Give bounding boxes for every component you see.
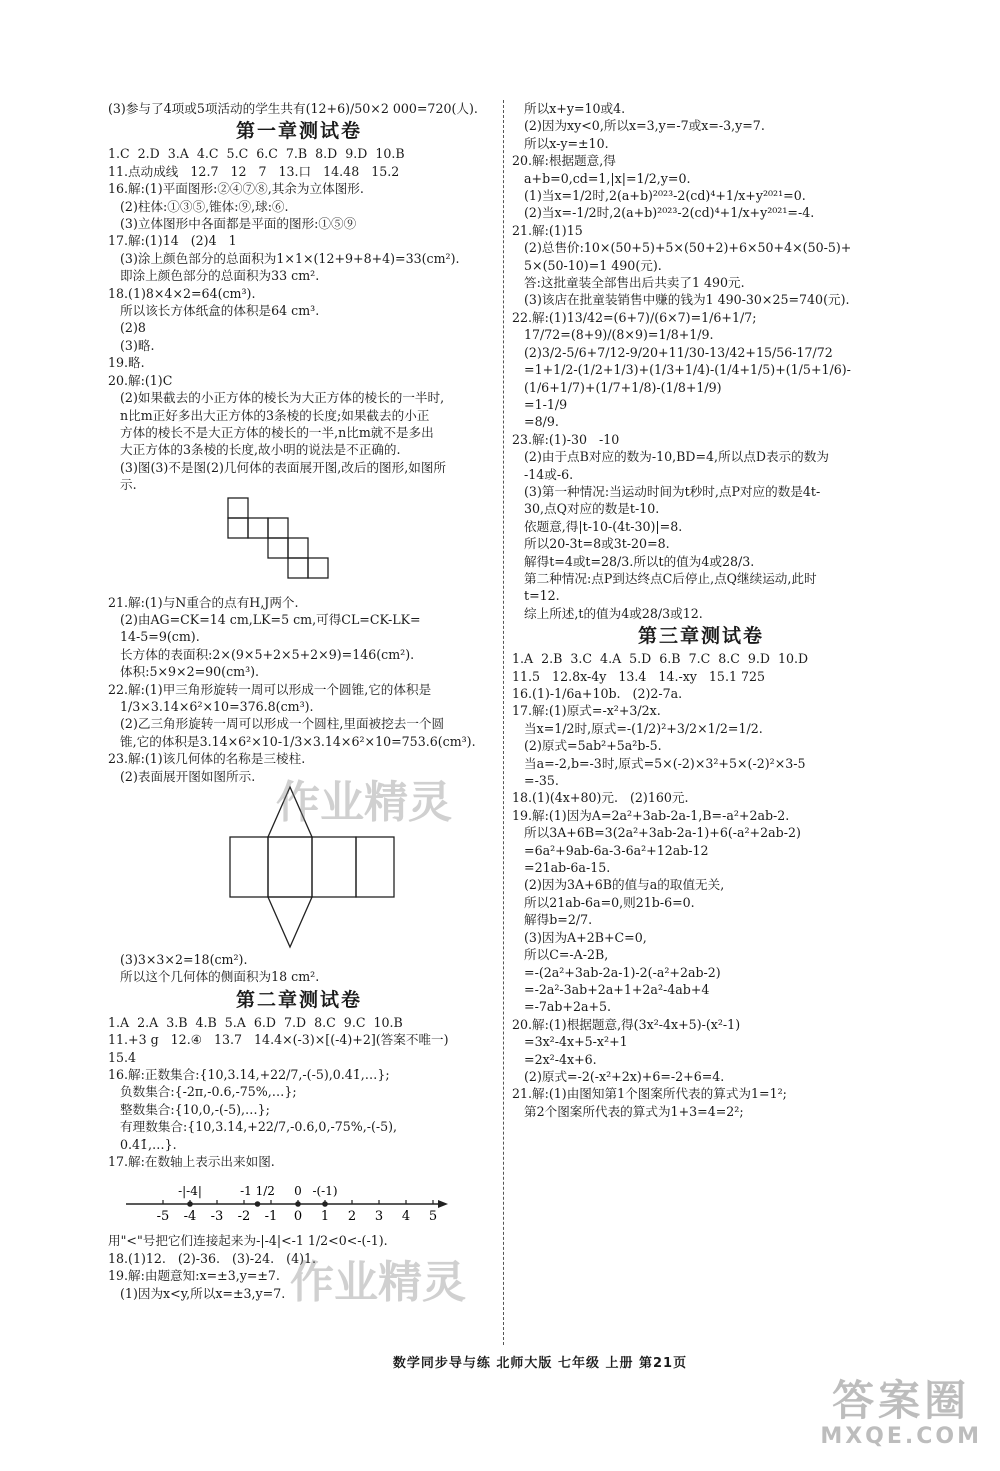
logo-url: MXQE.COM: [820, 1424, 982, 1449]
answer-line: =-2a²-3ab+2a+1+2a²-4ab+4: [512, 981, 710, 997]
answer-line: 1/3×3.14×6²×10=376.8(cm³).: [108, 698, 314, 714]
answer-line: 1.A 2.B 3.C 4.A 5.D 6.B 7.C 8.C 9.D 10.D: [512, 651, 809, 667]
answer-line: 22.解:(1)甲三角形旋转一周可以形成一个圆锥,它的体积是: [108, 681, 432, 697]
chapter1-answers: [108, 145, 490, 493]
answer-line: (3)因为A+2B+C=0,: [512, 929, 647, 945]
answer-line: (2)8: [108, 320, 146, 336]
answer-line: (3)立体图形中各面都是平面的图形:①⑤⑨: [108, 216, 357, 232]
answer-line: 第二种情况:点P到达终点C后停止,点Q继续运动,此时: [512, 570, 817, 586]
answer-line: (2)当x=-1/2时,2(a+b)²⁰²³-2(cd)⁴+1/x+y²⁰²¹=-4.: [512, 205, 815, 221]
answer-line: (3)该店在批童装销售中赚的钱为1 490-30×25=740(元).: [512, 292, 850, 308]
answer-line: 大正方体的3条棱的长度,故小明的说法是不正确的.: [108, 442, 401, 458]
number-line-tick-label: -3: [210, 1209, 224, 1225]
number-line-arrow: [438, 1200, 448, 1208]
number-line-tick-label: 2: [347, 1209, 357, 1225]
answer-line: 所以x+y=10或4.: [512, 101, 626, 116]
answer-line: 即涂上颜色部分的总面积为33 cm².: [108, 268, 320, 284]
column-divider: [503, 100, 504, 1345]
answer-line: 15.4: [108, 1049, 137, 1065]
site-logo: [820, 1378, 982, 1449]
watermark-2: 作业精灵: [290, 1257, 466, 1308]
answer-line: 所以x-y=±10.: [512, 135, 609, 151]
answer-line: 20.解:根据题意,得: [512, 153, 616, 169]
answer-line: 0.4̇1̇,…}.: [108, 1136, 177, 1152]
answer-line: 11.5 12.8x-4y 13.4 14.-xy 15.1 725: [512, 668, 766, 684]
answer-line: a+b=0,cd=1,|x|=1/2,y=0.: [512, 170, 691, 186]
answer-line: 18.(1)(4x+80)元. (2)160元.: [512, 790, 689, 806]
number-line-point-label: -(-1): [312, 1184, 338, 1199]
answer-line: =1+1/2-(1/2+1/3)+(1/3+1/4)-(1/4+1/5)+(1/5+1/6)-: [512, 362, 851, 378]
answer-line: 17.解:(1)原式=-x²+3/2x.: [512, 703, 661, 719]
answer-line: =-7ab+2a+5.: [512, 999, 612, 1015]
answer-line: 锥,它的体积是3.14×6²×10-1/3×3.14×6²×10=753.6(cm³).: [108, 733, 476, 749]
answer-line: 14-5=9(cm).: [108, 629, 200, 645]
answer-line: t=12.: [512, 588, 560, 604]
intro-line: (3)参与了4项或5项活动的学生共有(12+6)/50×2 000=720(人).: [108, 101, 478, 116]
answer-line: 所以该长方体纸盒的体积是64 cm³.: [108, 303, 320, 319]
answer-line: 17.解:(1)14 (2)4 1: [108, 233, 237, 249]
answer-line: 16.(1)-1/6a+10b. (2)2-7a.: [512, 686, 683, 701]
answer-line: 23.解:(1)-30 -10: [512, 431, 620, 447]
answer-line: 30,点Q对应的数是t-10.: [512, 501, 660, 517]
answer-line: 21.解:(1)由图知第1个图案所代表的算式为1=1²;: [512, 1086, 787, 1102]
answer-line: (2)乙三角形旋转一周可以形成一个圆柱,里面被挖去一个圆: [108, 716, 445, 732]
number-line-point-label: -|-4|: [178, 1184, 202, 1199]
number-line-tick-label: -1: [264, 1209, 278, 1225]
number-line-point: [322, 1202, 328, 1208]
answer-line: (3)图(3)不是图(2)几何体的表面展开图,改后的图形,如图所: [108, 459, 447, 475]
answer-line: 所以3A+6B=3(2a²+3ab-2a-1)+6(-a²+2ab-2): [512, 825, 801, 841]
left-column: [108, 100, 490, 1302]
answer-line: 第2个图案所代表的算式为1+3=4=2²;: [512, 1103, 744, 1119]
answer-line: n比m正好多出大正方体的3条棱的长度;如果截去的小正: [108, 407, 430, 423]
number-line-tick-label: 3: [374, 1209, 384, 1225]
number-line-tick-label: -5: [156, 1209, 170, 1225]
answer-line: =1-1/9: [512, 396, 568, 412]
answer-line: 方体的棱长不是大正方体的棱长的一半,n比m就不是多出: [108, 424, 434, 440]
answer-line: (2)因为xy<0,所以x=3,y=-7或x=-3,y=7.: [512, 118, 765, 134]
answer-line: (2)原式=-2(-x²+2x)+6=-2+6=4.: [512, 1068, 725, 1084]
answer-line: 16.解:(1)平面图形:②④⑦⑧,其余为立体图形.: [108, 181, 364, 197]
number-line-point-label: -1 1/2: [240, 1184, 275, 1199]
answer-line: =-35.: [512, 773, 559, 789]
answer-line: 20.解:(1)根据题意,得(3x²-4x+5)-(x²-1): [512, 1016, 741, 1032]
answer-line: 17/72=(8+9)/(8×9)=1/8+1/9.: [512, 327, 714, 343]
answer-line: 依题意,得|t-10-(4t-30)|=8.: [512, 518, 683, 534]
chapter1-answers-c: [108, 951, 490, 986]
chapter1-answers-b: [108, 594, 490, 785]
answer-line: 16.解:正数集合:{10,3.14,+22/7,-(-5),0.4̇1̇,…};: [108, 1067, 390, 1083]
answer-line: =21ab-6a-15.: [512, 860, 611, 876]
answer-line: (3)涂上颜色部分的总面积为1×1×(12+9+8+4)=33(cm²).: [108, 250, 460, 266]
answer-line: 11.点动成线 12.7 12 7 13.口 14.48 15.2: [108, 163, 400, 179]
answer-line: 19.解:由题意知:x=±3,y=±7.: [108, 1268, 280, 1284]
answer-line: 有理数集合:{10,3.14,+22/7,-0.6,0,-75%,-(-5),: [108, 1119, 398, 1135]
answer-line: (1)当x=1/2时,2(a+b)²⁰²³-2(cd)⁴+1/x+y²⁰²¹=0.: [512, 188, 806, 204]
answer-line: 23.解:(1)该几何体的名称是三棱柱.: [108, 751, 306, 767]
figure-staircase: [108, 494, 490, 594]
answer-line: 22.解:(1)13/42=(6+7)/(6×7)=1/6+1/7;: [512, 309, 757, 325]
answer-line: 所以这个几何体的侧面积为18 cm².: [108, 969, 320, 985]
answer-line: =2x²-4x+6.: [512, 1051, 597, 1067]
number-line-tick-label: 5: [428, 1209, 438, 1225]
answer-line: =6a²+9ab-6a-3-6a²+12ab-12: [512, 842, 709, 858]
chapter2-answers: [108, 1014, 490, 1171]
answer-line: 1.A 2.A 3.B 4.B 5.A 6.D 7.D 8.C 9.C 10.B: [108, 1014, 403, 1030]
answer-line: 当x=1/2时,原式=-(1/2)²+3/2×1/2=1/2.: [512, 720, 763, 736]
answer-line: 5×(50-10)=1 490(元).: [512, 257, 662, 273]
answer-line: (2)总售价:10×(50+5)+5×(50+2)+6×50+4×(50-5)+: [512, 240, 852, 256]
number-line-tick-label: -2: [237, 1209, 251, 1225]
number-line-point: [255, 1202, 261, 1208]
page-footer: 数学同步导与练 北师大版 七年级 上册 第21页: [392, 1356, 688, 1371]
answer-line: (2)由于点B对应的数为-10,BD=4,所以点D表示的数为: [512, 449, 829, 465]
answer-line: 18.(1)12. (2)-36. (3)-24. (4)1.: [108, 1250, 317, 1266]
answer-line: 解得t=4或t=28/3.所以t的值为4或28/3.: [512, 553, 755, 569]
chapter3-title: 第三章测试卷: [637, 625, 764, 648]
number-line-tick-label: -4: [183, 1209, 197, 1225]
answer-line: (3)略.: [108, 337, 155, 353]
answer-line: (1/6+1/7)+(1/7+1/8)-(1/8+1/9): [512, 379, 722, 395]
right-column: [512, 100, 890, 1120]
answer-line: -14或-6.: [512, 466, 574, 482]
answer-line: (2)表面展开图如图所示.: [108, 768, 256, 784]
answer-line: (2)因为3A+6B的值与a的取值无关,: [512, 877, 725, 893]
answer-line: 答:这批童装全部售出后共卖了1 490元.: [512, 275, 745, 291]
answer-line: 解得b=2/7.: [512, 912, 593, 928]
answer-line: 负数集合:{-2π,-0.6,-75%,…};: [108, 1084, 297, 1100]
answer-line: (2)3/2-5/6+7/12-9/20+11/30-13/42+15/56-17/72: [512, 344, 833, 360]
number-line-point-label: 0: [294, 1184, 302, 1199]
answer-line: 21.解:(1)与N重合的点有H,J两个.: [108, 594, 299, 610]
answer-line: 所以C=-A-2B,: [512, 947, 609, 963]
answer-line: 示.: [108, 477, 137, 493]
answer-line: 长方体的表面积:2×(9×5+2×5+2×9)=146(cm²).: [108, 646, 415, 662]
answer-line: =8/9.: [512, 414, 559, 430]
answer-line: 体积:5×9×2=90(cm³).: [108, 664, 260, 680]
answer-line: 19.解:(1)因为A=2a²+3ab-2a-1,B=-a²+2ab-2.: [512, 807, 790, 823]
chapter1-title: 第一章测试卷: [235, 120, 362, 143]
answer-line: 所以20-3t=8或3t-20=8.: [512, 536, 670, 552]
watermark-1: 作业精灵: [276, 777, 452, 828]
answer-line: =3x²-4x+5-x²+1: [512, 1034, 628, 1050]
answer-line: 19.略.: [108, 355, 145, 371]
answer-line: 1.C 2.D 3.A 4.C 5.C 6.C 7.B 8.D 9.D 10.B: [108, 146, 405, 162]
answer-line: 17.解:在数轴上表示出来如图.: [108, 1154, 275, 1170]
number-line-point: [187, 1202, 193, 1208]
number-line-figure: [108, 1170, 490, 1232]
answer-line: (2)柱体:①③⑤,锥体:⑨,球:⑥.: [108, 198, 289, 214]
answer-line: 21.解:(1)15: [512, 222, 583, 238]
answer-line: 18.(1)8×4×2=64(cm³).: [108, 285, 256, 301]
answer-line: (2)如果截去的小正方体的棱长为大正方体的棱长的一半时,: [108, 390, 445, 406]
answer-line: (2)由AG=CK=14 cm,LK=5 cm,可得CL=CK-LK=: [108, 611, 421, 627]
answer-line: 用"<"号把它们连接起来为-|-4|<-1 1/2<0<-(-1).: [108, 1233, 388, 1249]
answer-line: (2)原式=5ab²+5a²b-5.: [512, 738, 662, 754]
logo-text: 答案圈: [832, 1376, 971, 1425]
number-line-tick-label: 4: [401, 1209, 411, 1225]
answer-line: 综上所述,t的值为4或28/3或12.: [512, 605, 703, 621]
answer-line: 20.解:(1)C: [108, 372, 173, 388]
chapter2-title: 第二章测试卷: [235, 988, 362, 1011]
number-line-tick-label: 0: [293, 1209, 303, 1225]
chapter2-continued: [512, 100, 890, 622]
number-line: [122, 1170, 452, 1232]
answer-line: 当a=-2,b=-3时,原式=5×(-2)×3²+5×(-2)²×3-5: [512, 755, 806, 771]
answer-line: (3)3×3×2=18(cm²).: [108, 952, 248, 967]
staircase-net-figure: [218, 496, 358, 592]
answer-line: =-(2a²+3ab-2a-1)-2(-a²+2ab-2): [512, 964, 721, 980]
number-line-tick-label: 1: [320, 1209, 330, 1225]
answer-line: (1)因为x<y,所以x=±3,y=7.: [108, 1285, 286, 1301]
chapter3-answers: [512, 650, 890, 1120]
answer-line: (3)第一种情况:当运动时间为t秒时,点P对应的数是4t-: [512, 483, 821, 499]
answer-line: 所以21ab-6a=0,则21b-6=0.: [512, 894, 695, 910]
answer-line: 11.+3 g 12.④ 13.7 14.4×(-3)×[(-4)+2](答案不唯一): [108, 1032, 449, 1048]
answer-line: 整数集合:{10,0,-(-5),…};: [108, 1101, 270, 1117]
number-line-point: [295, 1202, 301, 1208]
